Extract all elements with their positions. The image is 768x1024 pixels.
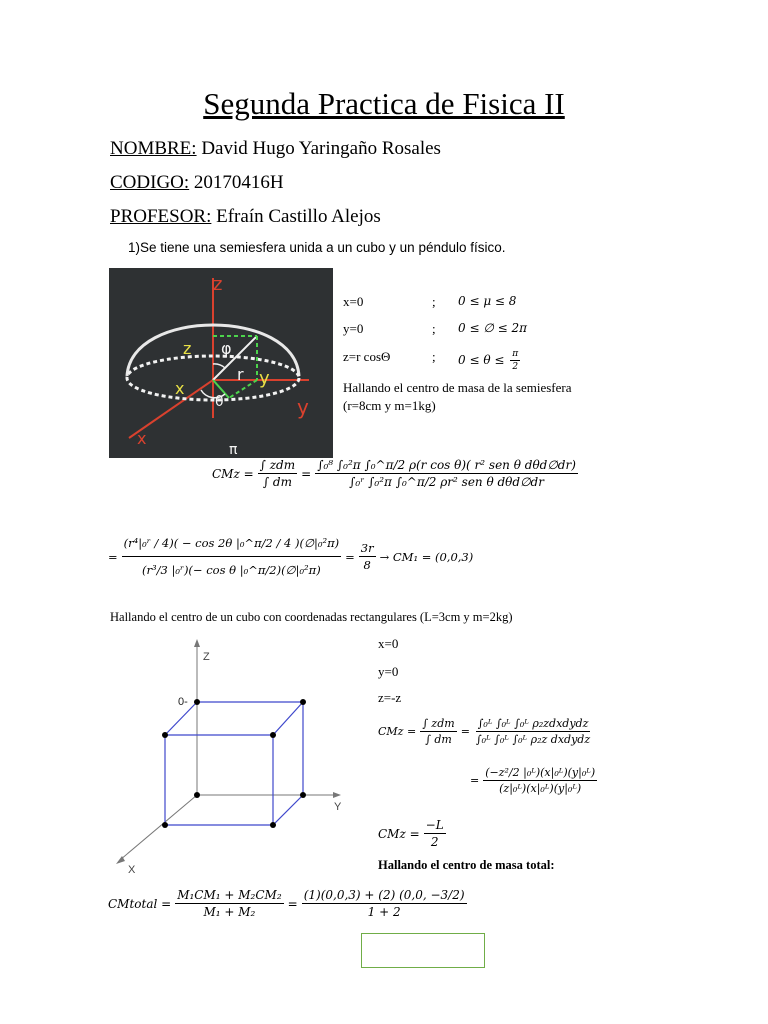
equation-cm-hemisphere-solved [108, 536, 473, 577]
photo-pi-label: π [229, 442, 238, 458]
equation-cm-hemisphere [212, 458, 578, 489]
eq2-equals2: = [345, 549, 355, 564]
cond-x-sep: ; [432, 294, 436, 309]
pi-den: 2 [512, 362, 519, 372]
photo-theta-label: θ [215, 394, 224, 410]
cube-cond-z: z=-z [378, 690, 402, 705]
cube-heading: Hallando el centro de un cubo con coordenadas rectangulares (L=3cm y m=2kg) [110, 610, 513, 624]
cube-x-axis-label: X [128, 864, 136, 875]
cond-x-lhs: x=0 [343, 294, 364, 309]
eq2-result-num: 3r [360, 541, 374, 555]
total-den: M₁ + M₂ [203, 905, 256, 919]
photo-green-y-label: y [259, 368, 270, 389]
code-label: CODIGO: [110, 172, 190, 193]
cond-z-range-text: 0 ≤ θ ≤ [458, 353, 505, 367]
cond-y: y=0 [343, 321, 364, 336]
cond-z: z=r cosΘ [343, 349, 391, 364]
eq1-num2: ∫₀⁸ ∫₀²π ∫₀^π/2 ρ(r cos θ)( r² sen θ dθd∅dr) [317, 458, 576, 472]
cube-result-lhs: CMz = [378, 826, 420, 841]
eq1-den1: ∫ dm [262, 475, 292, 489]
cube-eq-frac3 [483, 766, 597, 795]
cube-cond-y: y=0 [378, 664, 399, 679]
cube-eq-equals: = [460, 725, 470, 738]
cube-eq-den3: (z|₀ᴸ)(x|₀ᴸ)(y|₀ᴸ) [499, 782, 582, 795]
cond-y-range: 0 ≤ ∅ ≤ 2π [458, 321, 527, 335]
eq1-lhs: CMz = [212, 466, 254, 481]
cube-eq-num3: (−z²/2 |₀ᴸ)(x|₀ᴸ)(y|₀ᴸ) [485, 766, 596, 779]
total-equals: = [287, 896, 298, 911]
cube-eq-den1: ∫ dm [425, 733, 452, 746]
cube-eq2-equals: = [470, 774, 480, 787]
cond-y-sep: ; [432, 321, 436, 336]
eq1-den2: ∫₀ʳ ∫₀²π ∫₀^π/2 ρr² sen θ dθd∅dr [349, 475, 544, 489]
eq2-frac [122, 536, 341, 577]
name-value: David Hugo Yaringaño Rosales [201, 138, 441, 159]
photo-y-axis-label: y [297, 395, 309, 419]
name-row [110, 138, 441, 160]
total-lhs: CMtotal = [108, 896, 172, 911]
professor-label: PROFESOR: [110, 206, 212, 227]
cond-z-sep: ; [432, 349, 436, 364]
professor-row [110, 206, 381, 228]
photo-green-x-label: x [175, 379, 185, 398]
photo-r-label: r [237, 365, 244, 384]
eq2-equals: = [108, 549, 118, 564]
total-frac1 [175, 888, 283, 919]
professor-value: Efraín Castillo Alejos [216, 206, 381, 227]
name-label: NOMBRE: [110, 138, 197, 159]
cube-y-axis-label: Y [334, 801, 342, 813]
eq2-result [359, 541, 376, 572]
total-num2: (1)(0,0,3) + (2) (0,0, −3/2) [303, 888, 465, 902]
cube-eq-num2: ∫₀ᴸ ∫₀ᴸ ∫₀ᴸ ρ₂zdxdydz [477, 717, 589, 730]
eq1-num1: ∫ zdm [259, 458, 296, 472]
hemisphere-photo [109, 268, 333, 458]
photo-green-z-label: z [183, 339, 192, 358]
total-num: M₁CM₁ + M₂CM₂ [177, 888, 282, 902]
hemisphere-drawing [109, 268, 333, 458]
problem-statement: 1)Se tiene una semiesfera unida a un cubo y un péndulo físico. [128, 240, 506, 255]
cube-eq-lhs: CMz = [378, 725, 417, 738]
cond-x [343, 294, 363, 310]
cube-result-den: 2 [430, 835, 439, 849]
photo-x-axis-label: x [137, 429, 147, 448]
cube-origin-label: 0- [178, 696, 188, 708]
cube-eq-den2: ∫₀ᴸ ∫₀ᴸ ∫₀ᴸ ρ₂z dxdydz [475, 733, 591, 746]
hemisphere-heading: Hallando el centro de masa de la semiesfera [343, 380, 572, 395]
cond-z-range [458, 349, 520, 372]
cube-cm-result [378, 818, 446, 849]
eq1-equals: = [301, 466, 312, 481]
equation-cm-cube-solved [470, 766, 597, 795]
eq2-result-cm1: → CM₁ = (0,0,3) [379, 549, 474, 564]
eq1-frac1 [258, 458, 297, 489]
code-value: 20170416H [193, 172, 284, 193]
cube-z-axis-label: Z [203, 651, 210, 663]
cube-eq-frac1 [420, 717, 457, 746]
cube-result-frac [424, 818, 446, 849]
total-frac2 [302, 888, 467, 919]
cube-eq-num1: ∫ zdm [422, 717, 455, 730]
cube-diagram [110, 635, 360, 875]
cube-cond-x: x=0 [378, 636, 399, 651]
page-title: Segunda Practica de Fisica II [203, 86, 565, 121]
cond-x-range: 0 ≤ μ ≤ 8 [458, 294, 517, 308]
photo-z-axis-label: z [213, 274, 223, 295]
cube-eq-frac2 [474, 717, 592, 746]
total-den2: 1 + 2 [367, 905, 401, 919]
equation-cm-cube [378, 717, 592, 746]
pi-over-2 [510, 349, 520, 372]
total-heading: Hallando el centro de masa total: [378, 858, 555, 872]
hemisphere-params: (r=8cm y m=1kg) [343, 398, 436, 413]
answer-box [361, 933, 485, 968]
eq2-result-den: 8 [363, 558, 371, 572]
equation-cm-total [108, 888, 467, 919]
eq2-num: (r⁴|₀ʳ / 4)( − cos 2θ |₀^π/2 / 4 )(∅|₀²π) [122, 536, 341, 557]
code-row [110, 172, 284, 194]
eq1-frac2 [315, 458, 578, 489]
photo-phi-label: φ [221, 339, 232, 358]
cube-result-num: −L [425, 818, 444, 832]
pi-num: π [512, 349, 519, 359]
eq2-den: (r³/3 |₀ʳ)(− cos θ |₀^π/2)(∅|₀²π) [142, 563, 321, 577]
